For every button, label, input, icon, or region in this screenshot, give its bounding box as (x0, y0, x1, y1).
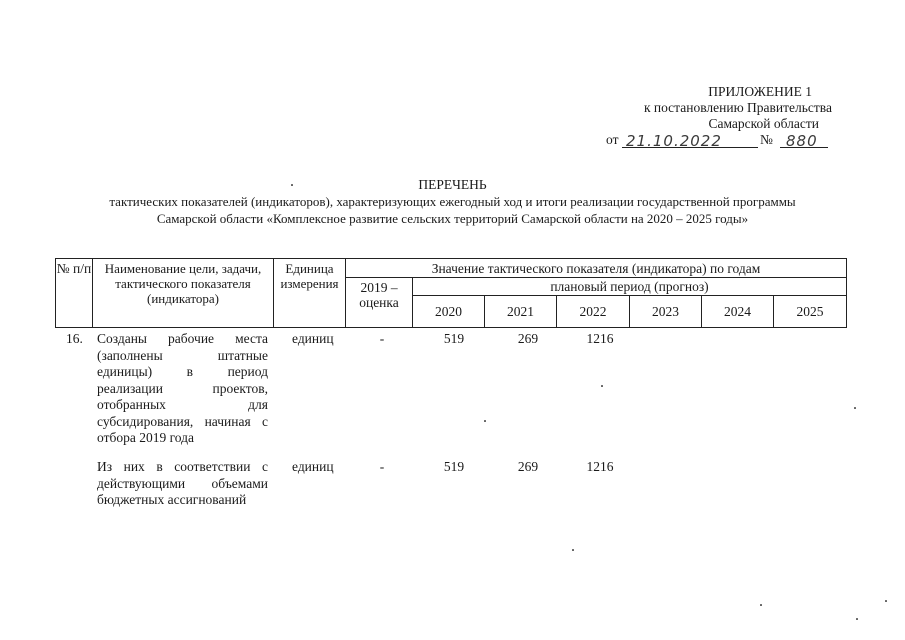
scan-speck (854, 407, 856, 409)
row-value-2020: 519 (443, 331, 465, 346)
header-values: Значение тактического показателя (индикатора) по годам (346, 259, 847, 278)
header-year-2022: 2022 (557, 296, 630, 328)
scan-speck (601, 385, 603, 387)
scan-speck (484, 420, 486, 422)
row-value-2019: - (379, 459, 385, 474)
row-unit: единиц (292, 331, 334, 346)
number-label: № (760, 132, 773, 147)
row-value-2020: 519 (443, 459, 465, 474)
header-name: Наименование цели, задачи, тактического показателя (индикатора) (93, 259, 274, 328)
appendix-date-row (606, 132, 836, 152)
row-value-2021: 269 (517, 459, 539, 474)
header-year-2023: 2023 (630, 296, 702, 328)
row-value-2022: 1216 (586, 331, 614, 346)
row-number: 16. (66, 331, 83, 346)
date-from-label: от (606, 132, 619, 147)
list-subtitle-line1: тактических показателей (индикаторов), характеризующих ежегодный ход и итоги реализации государственной программы (109, 194, 796, 209)
header-number: № п/п (56, 259, 93, 328)
handwritten-date: 21.10.2022 (626, 132, 722, 150)
appendix-region-line: Самарской области (708, 116, 819, 131)
row-value-2021: 269 (517, 331, 539, 346)
row-indicator-name: Из них в соответствии с действующими объемами бюджетных ассигнований (97, 459, 268, 507)
appendix-resolution-line: к постановлению Правительства (643, 100, 832, 115)
header-2019: 2019 – оценка (346, 278, 413, 328)
list-title: ПЕРЕЧЕНЬ (418, 177, 487, 192)
appendix-title: ПРИЛОЖЕНИЕ 1 (708, 84, 812, 99)
header-year-2025: 2025 (774, 296, 847, 328)
row-value-2019: - (379, 331, 385, 346)
header-plan-period: плановый период (прогноз) (413, 278, 847, 296)
row-value-2022: 1216 (586, 459, 614, 474)
header-unit: Единица измерения (274, 259, 346, 328)
header-year-2021: 2021 (485, 296, 557, 328)
handwritten-number: 880 (786, 132, 818, 150)
scan-speck (572, 549, 574, 551)
indicators-table-header (55, 258, 847, 328)
scan-speck (291, 184, 293, 186)
scan-speck (885, 600, 887, 602)
row-indicator-name: Созданы рабочие места (заполнены штатные единицы) в период реализации проектов, отобранных для субсидирования, начиная с отбора 2019 года (97, 331, 268, 445)
header-year-2024: 2024 (702, 296, 774, 328)
row-unit: единиц (292, 459, 334, 474)
scan-speck (760, 604, 762, 606)
list-subtitle-line2: Самарской области «Комплексное развитие сельских территорий Самарской области на 2020 – 2025 годы» (156, 211, 749, 226)
scan-speck (856, 618, 858, 620)
header-year-2020: 2020 (413, 296, 485, 328)
